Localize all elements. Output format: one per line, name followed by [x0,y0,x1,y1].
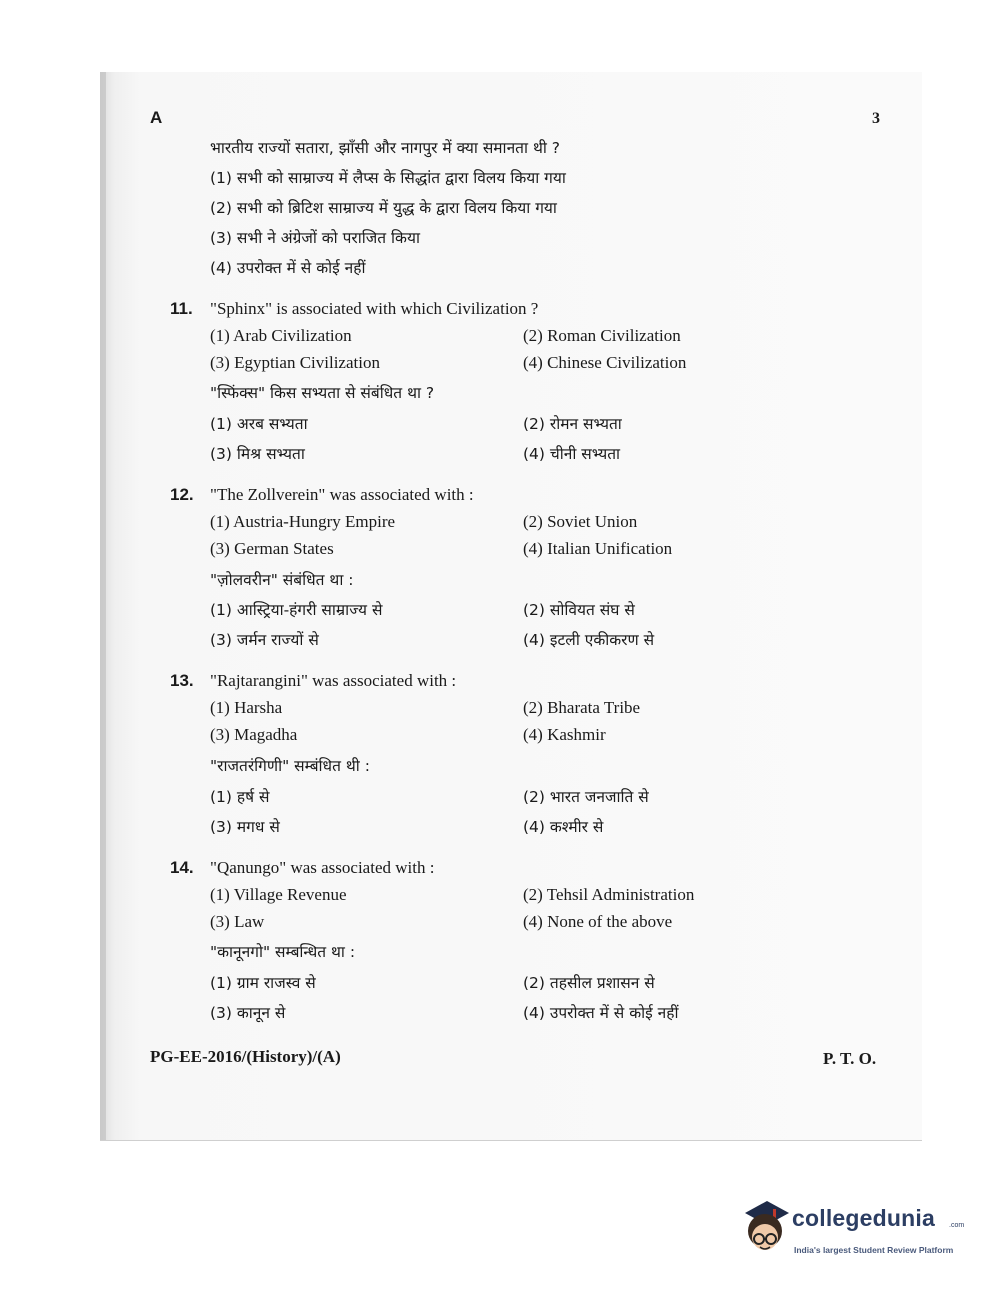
option-hindi: (1) हर्ष से [210,788,270,806]
collegedunia-logo-text: collegedunia [792,1205,935,1231]
option-english: (3) Egyptian Civilization [210,353,380,372]
option-hindi: (3) मगध से [210,818,280,836]
option-hindi: (2) सोवियत संघ से [523,601,635,619]
option-english: (2) Bharata Tribe [523,698,641,717]
q10-hindi-option-1: (1) सभी को साम्राज्य में लैप्स के सिद्धांत द्वारा विलय किया गया [210,169,566,187]
option-english: (1) Harsha [210,698,283,717]
option-english: (1) Arab Civilization [210,326,352,345]
question-text-hindi: "स्फिंक्स" किस सभ्यता से संबंधित था ? [210,384,435,402]
question-number: 14. [170,858,194,877]
option-english: (2) Tehsil Administration [523,885,695,904]
question-number: 13. [170,671,194,690]
option-hindi: (2) रोमन सभ्यता [523,415,622,433]
option-english: (3) Law [210,912,265,931]
question-text-hindi: "ज़ोलवरीन" संबंधित था : [210,571,354,589]
option-hindi: (2) तहसील प्रशासन से [523,974,655,992]
collegedunia-tagline: India's largest Student Review Platform [794,1245,954,1255]
option-english: (4) Italian Unification [523,539,673,558]
option-english: (2) Soviet Union [523,512,638,531]
question-set-label: A [150,108,163,127]
question-number: 12. [170,485,194,504]
option-english: (4) None of the above [523,912,673,931]
q10-hindi-option-2: (2) सभी को ब्रिटिश साम्राज्य में युद्ध के द्वारा विलय किया गया [210,199,557,217]
page-number: 3 [872,110,880,127]
question-text-hindi: "राजतरंगिणी" सम्बंधित थी : [210,757,370,775]
option-english: (4) Chinese Civilization [523,353,687,372]
paper-fold-shadow [100,72,106,1140]
question-text-english: "The Zollverein" was associated with : [210,485,474,504]
question-text-hindi: "कानूनगो" सम्बन्धित था : [210,943,356,961]
collegedunia-logo-suffix: .com [949,1222,965,1229]
option-hindi: (2) भारत जनजाति से [523,788,649,806]
q10-hindi-option-4: (4) उपरोक्त में से कोई नहीं [210,259,366,277]
q10-hindi-question: भारतीय राज्यों सतारा, झाँसी और नागपुर में क्या समानता थी ? [210,139,561,157]
option-hindi: (3) मिश्र सभ्यता [210,445,305,463]
option-english: (1) Austria-Hungry Empire [210,512,396,531]
q10-hindi-option-3: (3) सभी ने अंग्रेजों को पराजित किया [210,229,420,247]
option-english: (2) Roman Civilization [523,326,681,345]
question-text-english: "Sphinx" is associated with which Civilization ? [210,299,539,318]
question-number: 11. [170,299,193,318]
option-hindi: (4) चीनी सभ्यता [523,445,621,463]
option-hindi: (1) ग्राम राजस्व से [210,974,316,992]
option-hindi: (3) जर्मन राज्यों से [210,631,319,649]
option-hindi: (3) कानून से [210,1004,286,1022]
option-english: (3) Magadha [210,725,298,744]
option-hindi: (4) इटली एकीकरण से [523,631,655,649]
option-english: (3) German States [210,539,334,558]
paper-code: PG-EE-2016/(History)/(A) [150,1047,341,1066]
option-hindi: (4) उपरोक्त में से कोई नहीं [523,1004,679,1022]
option-hindi: (4) कश्मीर से [523,818,604,836]
option-hindi: (1) आस्ट्रिया-हंगरी साम्राज्य से [210,601,383,619]
option-hindi: (1) अरब सभ्यता [210,415,308,433]
question-text-english: "Qanungo" was associated with : [210,858,435,877]
please-turn-over: P. T. O. [823,1049,877,1068]
option-english: (4) Kashmir [523,725,606,744]
option-english: (1) Village Revenue [210,885,347,904]
question-text-english: "Rajtarangini" was associated with : [210,671,457,690]
